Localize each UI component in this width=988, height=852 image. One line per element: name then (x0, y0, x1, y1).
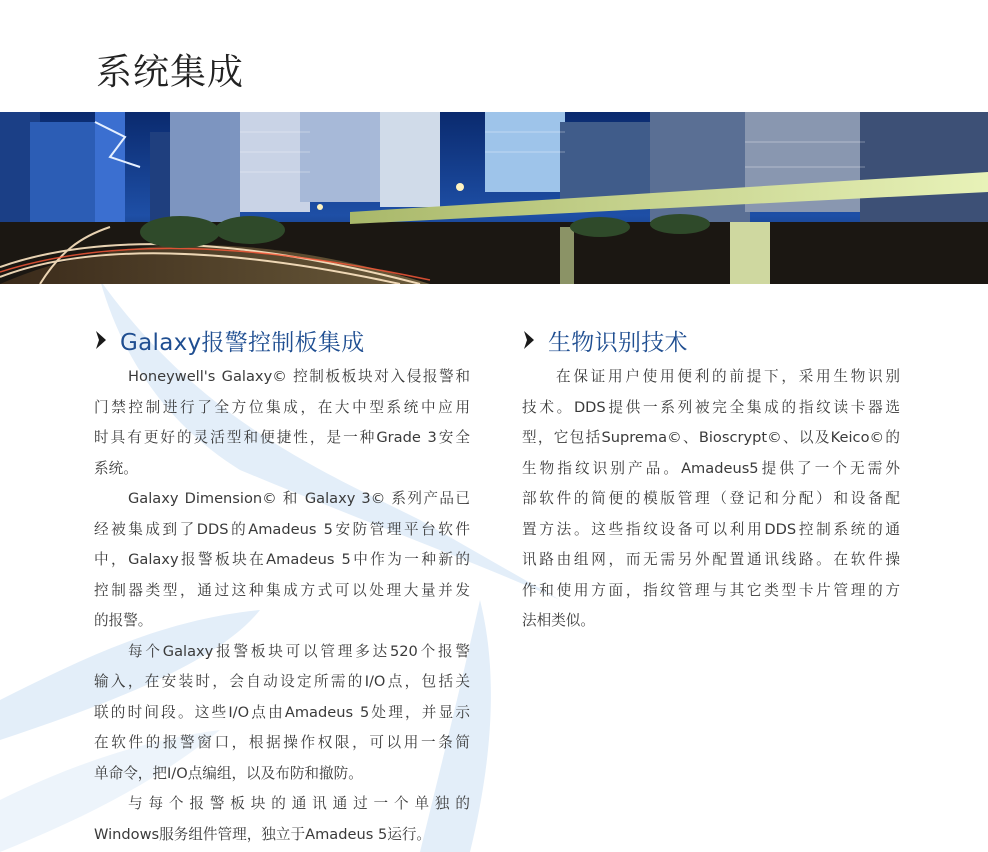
text-line: 每个Galaxy报警板块可以管理多达520个报警 (128, 642, 470, 660)
text-line: 置方法。这些指纹设备可以利用DDS控制系统的通 (522, 520, 900, 538)
text-line: 时具有更好的灵活型和便捷性，是一种Grade 3安全 (94, 429, 470, 446)
biometrics-section (522, 318, 900, 637)
page-title: 系统集成 (96, 52, 245, 93)
text-line: 门禁控制进行了全方位集成，在大中型系统中应用 (94, 398, 470, 416)
galaxy-section-heading (94, 318, 470, 362)
text-line: 输入，在安装时，会自动设定所需的I/O点，包括关 (94, 673, 470, 690)
text-line: 生物指纹识别产品。Amadeus5提供了一个无需外 (522, 459, 900, 477)
section-heading-text: Galaxy报警控制板集成 (120, 329, 365, 356)
text-line: 的报警。 (94, 612, 153, 629)
text-line: 作和使用方面，指纹管理与其它类型卡片管理的方 (522, 581, 900, 599)
text-line: 技术。DDS提供一系列被完全集成的指纹读卡器选 (522, 398, 900, 416)
paragraph (94, 789, 470, 850)
text-line: 联的时间段。这些I/O点由Amadeus 5处理，并显示 (94, 703, 470, 721)
paragraph (94, 484, 470, 637)
city-night-illustration (0, 112, 988, 284)
section-heading-text: 生物识别技术 (548, 329, 688, 356)
text-line: 系统。 (94, 459, 138, 477)
chevron-right-icon (94, 329, 108, 351)
biometrics-section-heading (522, 318, 900, 362)
galaxy-section (94, 318, 470, 850)
paragraph (94, 362, 470, 484)
text-line: Honeywell's Galaxy© 控制板板块对入侵报警和 (128, 368, 470, 385)
text-line: 单命令，把I/O点编组，以及布防和撤防。 (94, 764, 363, 782)
city-night-banner (0, 112, 988, 284)
text-line: 法相类似。 (522, 612, 595, 629)
text-line: 经被集成到了DDS的Amadeus 5安防管理平台软件 (94, 520, 470, 538)
text-line: 讯路由组网，而无需另外配置通讯线路。在软件操 (522, 551, 900, 568)
text-line: 与每个报警板块的通讯通过一个单独的 (128, 795, 470, 812)
text-line: 中，Galaxy报警板块在Amadeus 5中作为一种新的 (94, 551, 470, 568)
text-line: 型，它包括Suprema©、Bioscrypt©、以及Keico©的 (522, 429, 900, 446)
text-line: Windows服务组件管理，独立于Amadeus 5运行。 (94, 825, 432, 843)
text-line: 部软件的简便的模版管理（登记和分配）和设备配 (522, 490, 900, 507)
text-line: Galaxy Dimension© 和 Galaxy 3© 系列产品已 (128, 490, 470, 507)
text-line: 控制器类型，通过这种集成方式可以处理大量并发 (94, 581, 470, 599)
paragraph (522, 362, 900, 637)
text-line: 在保证用户使用便利的前提下，采用生物识别 (556, 368, 900, 385)
text-line: 在软件的报警窗口，根据操作权限，可以用一条简 (94, 734, 470, 751)
paragraph (94, 637, 470, 790)
chevron-right-icon (522, 329, 536, 351)
